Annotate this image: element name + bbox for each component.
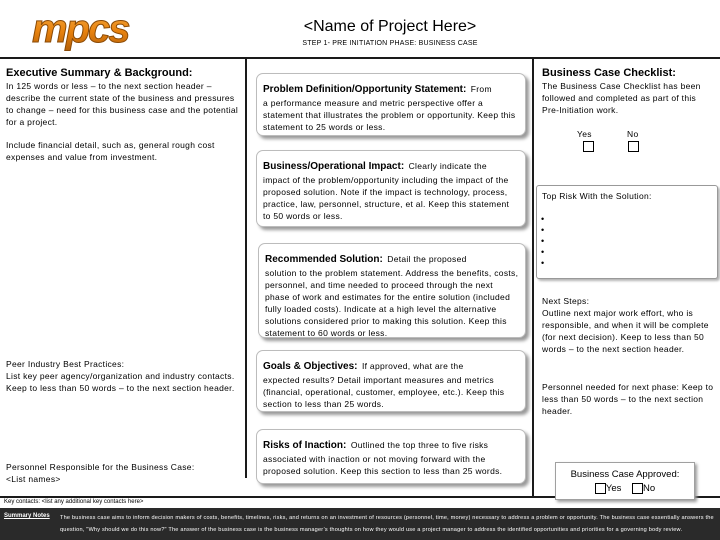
key-contacts-line: Key contacts: <list any additional key contacts here> [4, 499, 144, 505]
header-divider [0, 57, 720, 59]
box-heading: Recommended Solution: [265, 254, 383, 265]
peer-practices-text: List key peer agency/organization and industry contacts. Keep to less than 50 words – to the next section header. [6, 371, 235, 393]
top-risk-heading: Top Risk With the Solution: [542, 191, 652, 201]
peer-practices-heading: Peer Industry Best Practices: [6, 359, 125, 369]
financial-detail-text: Include financial detail, such as, general rough cost expenses and value from investment. [6, 140, 215, 162]
box-intro: Detail the proposed [387, 254, 467, 264]
page-subtitle: STEP 1- PRE INITIATION PHASE: BUSINESS CASE [302, 40, 478, 47]
box-intro: If approved, what are the [361, 361, 464, 371]
approved-no-label: No [642, 483, 656, 495]
risk-bullet: • [541, 258, 545, 268]
checklist-yes-checkbox[interactable] [583, 141, 594, 152]
recommended-solution-box [258, 243, 526, 338]
box-text: a performance measure and metric perspective offer a statement that illustrates the problem or opportunity. Keep this statement to 25 words or less. [263, 98, 516, 132]
personnel-needed-text: Personnel needed for next phase: Keep to less than 50 words – to the next section header. [542, 382, 714, 416]
summary-notes-label: Summary Notes [4, 513, 50, 519]
personnel-names: <List names> [6, 474, 61, 484]
risk-bullet: • [541, 247, 545, 257]
top-risk-list [541, 214, 544, 269]
risks-of-inaction-box [256, 429, 526, 484]
risk-bullet: • [541, 214, 545, 224]
box-intro: Outlined the top three to five risks [350, 440, 489, 450]
business-impact-box [256, 150, 526, 227]
box-text: expected results? Detail important measures and metrics (financial, operational, customer, employee, etc.). Keep this section to less than 25 words. [263, 375, 505, 409]
checklist-no-checkbox[interactable] [628, 141, 639, 152]
box-heading: Goals & Objectives: [263, 361, 358, 372]
box-heading: Problem Definition/Opportunity Statement: [263, 84, 467, 95]
checklist-no-label: No [627, 129, 639, 139]
summary-notes-text: The business case aims to inform decision makers of costs, benefits, timelines, risks, and returns on an investment of resources (personnel, time, money) necessary to address a problem or opportunity. The business case essentially answers the question, "Why should we do this now?" The answer of the business case is the business manager’s thoughts on how they would use a project manager to address the identified opportunities and priorities for a governing body review. [60, 515, 714, 533]
box-intro: Clearly indicate the [408, 161, 487, 171]
box-intro: From [470, 84, 492, 94]
right-column-divider [532, 58, 534, 498]
problem-definition-box [256, 73, 526, 136]
next-steps-text: Outline next major work effort, who is responsible, and when it will be complete (for next decision). Keep to less than 50 words – to the next section header. [542, 308, 709, 354]
page-title: <Name of Project Here> [303, 18, 477, 35]
approved-yes-label: Yes [605, 483, 622, 495]
business-case-approved-panel [555, 462, 695, 500]
approved-label: Business Case Approved: [570, 469, 680, 480]
next-steps-heading: Next Steps: [542, 296, 590, 306]
personnel-responsible-heading: Personnel Responsible for the Business Case: [6, 462, 195, 472]
checklist-heading: Business Case Checklist: [542, 67, 676, 79]
approved-yes-checkbox[interactable] [595, 483, 606, 494]
checklist-yes-label: Yes [577, 129, 592, 139]
box-text: associated with inaction or not moving forward with the proposed solution. Keep this section to less than 25 words. [263, 454, 503, 476]
executive-summary-text: In 125 words or less – to the next section header – describe the current state of the business and pressures to change – need for this business case and the potential for a project. [6, 81, 239, 127]
mpcs-logo [28, 6, 148, 52]
box-text: impact of the problem/opportunity including the impact of the proposed solution. Note if the impact is technology, process, practice, law, personnel, structure, et al. Keep this statement to 50 words or less. [263, 175, 510, 221]
risk-bullet: • [541, 236, 545, 246]
approved-no-checkbox[interactable] [632, 483, 643, 494]
goals-objectives-box [256, 350, 526, 412]
box-text: solution to the problem statement. Address the benefits, costs, personnel, and time needed to proceed through the next phase of work and estimates for the entire solution (included fully loaded costs). Indicate at a high level the alternative solutions considered prior to making this solution. Keep this statement to 60 words or less. [265, 268, 519, 338]
box-heading: Risks of Inaction: [263, 440, 347, 451]
box-heading: Business/Operational Impact: [263, 161, 405, 172]
checklist-text: The Business Case Checklist has been followed and completed as part of this Pre-Initiation work. [542, 81, 701, 115]
executive-summary-heading: Executive Summary & Background: [6, 67, 193, 79]
left-column-divider [245, 58, 247, 478]
risk-bullet: • [541, 225, 545, 235]
logo-text: mpcs [32, 7, 129, 51]
top-risk-panel [536, 185, 718, 279]
